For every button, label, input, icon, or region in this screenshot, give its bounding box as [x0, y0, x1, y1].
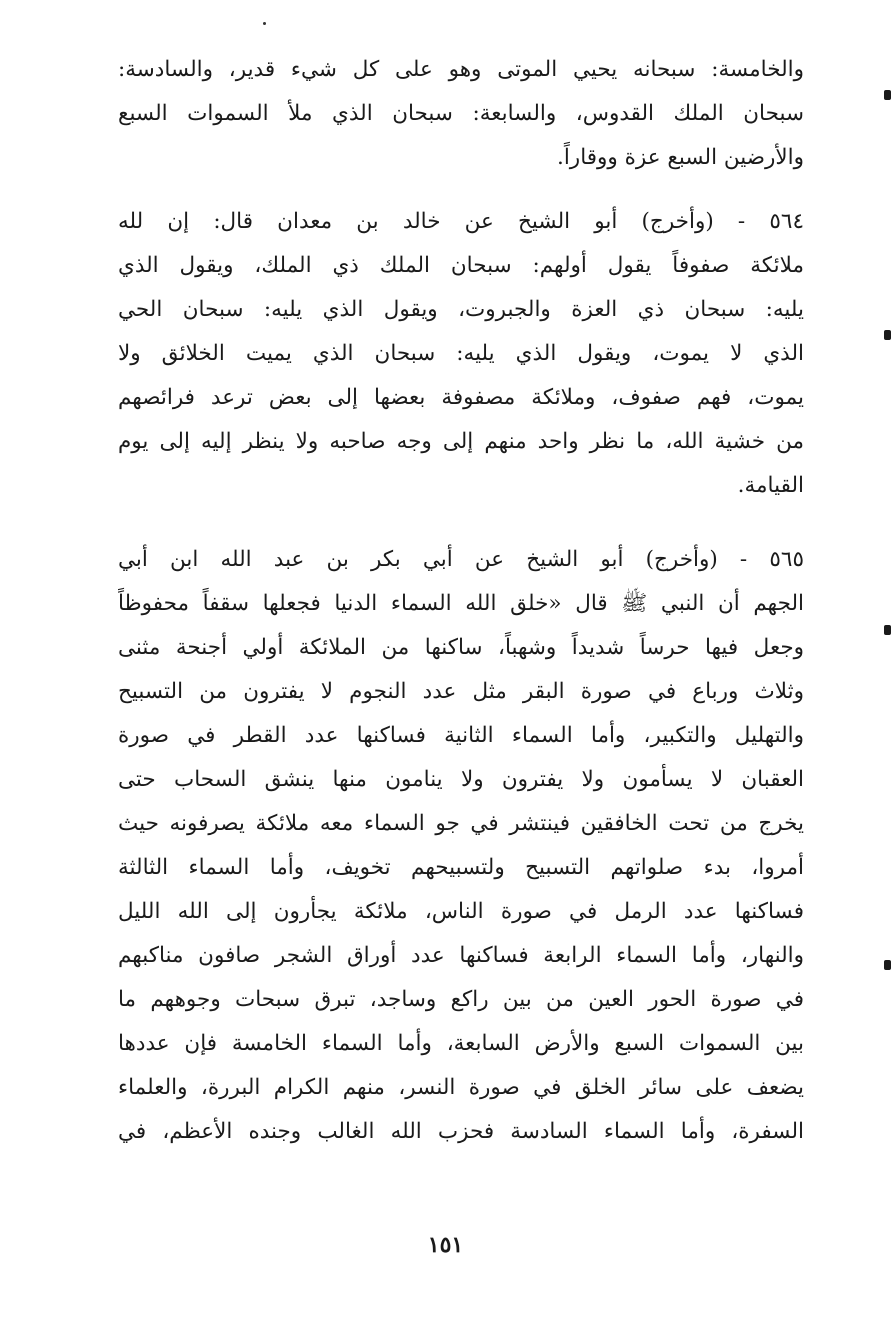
- text-line: الذي لا يموت، ويقول الذي يليه: سبحان الذي يميت الخلائق ولا: [118, 341, 804, 366]
- text-line: القيامة.: [737, 473, 804, 498]
- margin-scan-mark: [884, 625, 891, 635]
- text-line: والأرضين السبع عزة ووقاراً.: [557, 145, 804, 170]
- text-line: فساكنها عدد الرمل في صورة الناس، ملائكة يجأرون إلى الله الليل: [118, 899, 804, 924]
- text-line: في صورة الحور العين من بين راكع وساجد، تبرق سبحات وجوههم ما: [118, 987, 804, 1012]
- text-line: يليه: سبحان ذي العزة والجبروت، ويقول الذي يليه: سبحان الحي: [118, 297, 804, 322]
- text-line: يخرج من تحت الخافقين فينتشر في جو السماء معه ملائكة يصرفونه حيث: [118, 811, 804, 836]
- text-line: بين السموات السبع والأرض السابعة، وأما السماء الخامسة فإن عددها: [118, 1031, 804, 1056]
- margin-scan-mark: [884, 330, 891, 340]
- paragraph-565: [118, 538, 804, 1154]
- text-line: العقبان لا يسأمون ولا يفترون ولا ينامون منها ينشق السحاب حتى: [118, 767, 804, 792]
- text-line: والخامسة: سبحانه يحيي الموتى وهو على كل شيء قدير، والسادسة:: [118, 57, 804, 82]
- margin-scan-mark: [884, 960, 891, 970]
- paragraph-closing-previous: [118, 48, 804, 180]
- text-line: السفرة، وأما السماء السادسة فحزب الله الغالب وجنده الأعظم، في: [118, 1119, 804, 1144]
- text-line: ملائكة صفوفاً يقول أولهم: سبحان الملك ذي الملك، ويقول الذي: [118, 253, 804, 278]
- text-line: ٥٦٥ - (وأخرج) أبو الشيخ عن أبي بكر بن عبد الله ابن أبي: [118, 547, 804, 572]
- text-line: وثلاث ورباع في صورة البقر مثل عدد النجوم لا يفترون من التسبيح: [118, 679, 804, 704]
- margin-scan-mark: [884, 90, 891, 100]
- text-line: الجهم أن النبي ﷺ قال «خلق الله السماء الدنيا فجعلها سقفاً محفوظاً: [118, 591, 804, 616]
- text-line: والتهليل والتكبير، وأما السماء الثانية فساكنها عدد القطر في صورة: [118, 723, 804, 748]
- text-line: وجعل فيها حرساً شديداً وشهباً، ساكنها من الملائكة أولي أجنحة مثنى: [118, 635, 804, 660]
- text-line: يضعف على سائر الخلق في صورة النسر، منهم الكرام البررة، والعلماء: [118, 1075, 804, 1100]
- text-line: يموت، فهم صفوف، وملائكة مصفوفة بعضها إلى بعض ترعد فرائصهم: [118, 385, 804, 410]
- top-speck: [263, 22, 266, 25]
- text-line: ٥٦٤ - (وأخرج) أبو الشيخ عن خالد بن معدان قال: إن لله: [118, 209, 804, 234]
- text-line: والنهار، وأما السماء الرابعة فساكنها عدد أوراق الشجر صافون مناكبهم: [118, 943, 804, 968]
- text-line: من خشية الله، ما نظر واحد منهم إلى وجه صاحبه ولا ينظر إليه إلى يوم: [118, 429, 804, 454]
- page-number: ١٥١: [427, 1232, 464, 1258]
- text-line: سبحان الملك القدوس، والسابعة: سبحان الذي ملأ السموات السبع: [118, 101, 804, 126]
- paragraph-564: [118, 200, 804, 508]
- text-line: أمروا، بدء صلواتهم التسبيح ولتسبيحهم تخويف، وأما السماء الثالثة: [118, 855, 804, 880]
